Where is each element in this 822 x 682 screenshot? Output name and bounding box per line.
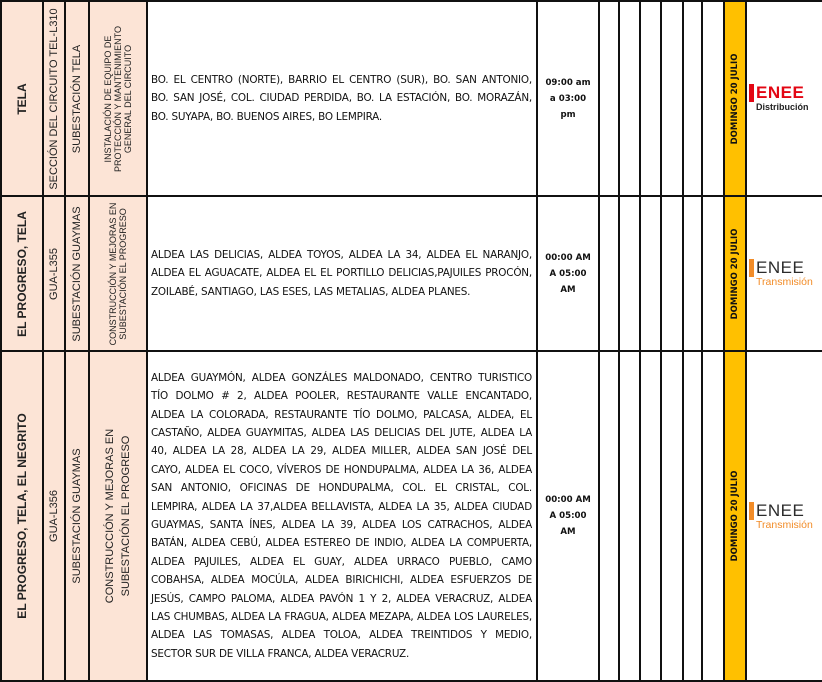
affected-areas: ALDEA LAS DELICIAS, ALDEA TOYOS, ALDEA LA 34, ALDEA EL NARANJO, ALDEA EL AGUACATE, ALDEA EL EL PORTILLO DELICIAS,PAJUILES PROCÓN, ZOILABÉ, SANTIAGO, LAS ESES, LAS METALIAS, ALDEA PLANES. (151, 248, 532, 298)
date-label: DOMINGO 20 JULIO (730, 53, 740, 144)
empty-cell (619, 196, 640, 351)
logo-subtitle: Transmisión (756, 518, 813, 531)
enee-distribucion-logo (747, 84, 822, 113)
empty-cell (619, 1, 640, 196)
work-cell (89, 1, 147, 196)
empty-cell (599, 196, 619, 351)
circuit-label: GUA-L355 (48, 247, 60, 300)
city-label: EL PROGRESO, TELA (15, 210, 29, 337)
substation-label: SUBESTACIÓN GUAYMAS (71, 448, 83, 584)
areas-cell (147, 351, 537, 681)
logo-subtitle: Transmisión (756, 276, 813, 288)
work-cell (89, 351, 147, 681)
time-range: 00:00 AM A 05:00 AM (545, 252, 591, 295)
affected-areas: ALDEA GUAYMÓN, ALDEA GONZÁLES MALDONADO, CENTRO TURISTICO TÍO DOLMO # 2, ALDEA POOLER, RESTAURANTE VALLE ENCANTADO, ALDEA LA COLORADA, RESTAURANTE TÍO DOLMO, PALCASA, ALDEA, EL CASTAÑO, ALDEA GUAYMITAS, ALDEA LAS DELICIAS DEL JUTE, ALDEA LA 40, ALDEA LA 28, ALDEA LA 29, ALDEA MILLER, ALDEA SAN JOSÉ DEL CAYO, ALDEA EL COCO, VÍVEROS DE HONDUPALMA, ALDEA LA 36, ALDEA SAN ANTONIO, OFICINAS DE HONDUPALMA, COL. EL CRISTAL, COL. LEMPIRA, ALDEA LA 37,ALDEA BELLAVISTA, ALDEA LA 35, ALDEA CIUDAD GUAYMAS, SANTA ÍNES, ALDEA LA 39, ALDEA LOS CATRACHOS, ALDEA BATÁN, ALDEA CEBÚ, ALDEA ESTEREO DE INDIO, ALDEA LA COMPUERTA, ALDEA PAJUILES, ALDEA EL GUAY, ALDEA URRACO PUEBLO, CAMO COBAHSA, ALDEA MOCÚLA, ALDEA BIRICHICHI, ALDEA ESFUERZOS DE JESÚS, CAMPO PALOMA, ALDEA PAVÓN 1 Y 2, ALDEA VERACRUZ, ALDEA LAS CHUMBAS, ALDEA LA FRAGUA, ALDEA MEZAPA, ALDEA LOS LAURELES, ALDEA LAS TOMASAS, ALDEA TOLOA, ALDEA TREINTIDOS Y MEDIO, SECTOR SUR DE VILLA FRANCA, ALDEA VERACRUZ. (151, 371, 532, 660)
table-row (1, 351, 822, 681)
time-range: 09:00 am a 03:00 pm (545, 77, 591, 120)
enee-mark-icon (749, 84, 754, 102)
areas-cell (147, 1, 537, 196)
empty-cell (661, 196, 683, 351)
circuit-label: SECCIÓN DEL CIRCUITO TEL-L310 (48, 7, 60, 190)
enee-transmision-logo (747, 502, 822, 531)
enee-mark-icon (749, 502, 754, 520)
logo-cell (746, 351, 822, 681)
date-label: DOMINGO 20 JULIO (730, 228, 740, 319)
time-cell (537, 196, 599, 351)
empty-cell (599, 351, 619, 681)
time-cell (537, 351, 599, 681)
work-description: CONSTRUCCIÓN Y MEJORAS EN SUBESTACIÓN EL PROGRESO (104, 428, 132, 604)
city-label: TELA (15, 82, 29, 115)
areas-cell (147, 196, 537, 351)
city-cell (1, 351, 43, 681)
empty-cell (683, 1, 702, 196)
substation-cell (65, 1, 89, 196)
empty-cell (702, 351, 724, 681)
empty-cell (683, 196, 702, 351)
empty-cell (683, 351, 702, 681)
logo-wordmark: ENEE (756, 500, 805, 520)
circuit-cell (43, 351, 65, 681)
date-cell (724, 351, 746, 681)
empty-cell (619, 351, 640, 681)
empty-cell (661, 1, 683, 196)
enee-transmision-logo (747, 259, 822, 288)
empty-cell (640, 196, 661, 351)
work-description: INSTALACIÓN DE EQUIPO DE PROTECCIÓN Y MANTENIMIENTO GENERAL DEL CIRCUITO (103, 25, 133, 172)
work-description: CONSTRUCCIÓN Y MEJORAS EN SUBESTACIÓN EL PROGRESO (108, 202, 128, 345)
empty-cell (640, 351, 661, 681)
table-row (1, 1, 822, 196)
table-row (1, 196, 822, 351)
work-cell (89, 196, 147, 351)
empty-cell (599, 1, 619, 196)
time-range: 00:00 AM A 05:00 AM (545, 495, 591, 537)
city-cell (1, 1, 43, 196)
circuit-label: GUA-L356 (48, 490, 60, 542)
empty-cell (702, 1, 724, 196)
substation-label: SUBESTACIÓN GUAYMAS (71, 205, 83, 342)
empty-cell (661, 351, 683, 681)
logo-cell (746, 196, 822, 351)
substation-cell (65, 351, 89, 681)
logo-cell (746, 1, 822, 196)
logo-wordmark: ENEE (756, 258, 805, 277)
logo-wordmark: ENEE (756, 83, 805, 102)
time-cell (537, 1, 599, 196)
enee-mark-icon (749, 259, 754, 277)
affected-areas: BO. EL CENTRO (NORTE), BARRIO EL CENTRO (SUR), BO. SAN ANTONIO, BO. SAN JOSÉ, COL. CIUDAD PERDIDA, BO. LA ESTACIÓN, BO. MORAZÁN, BO. SUYAPA, BO. BUENOS AIRES, BO LEMPIRA. (151, 73, 532, 123)
logo-subtitle: Distribución (756, 102, 809, 112)
city-label: EL PROGRESO, TELA, EL NEGRITO (15, 413, 29, 619)
date-label: DOMINGO 20 JULIO (730, 470, 740, 562)
city-cell (1, 196, 43, 351)
empty-cell (702, 196, 724, 351)
date-cell (724, 196, 746, 351)
empty-cell (640, 1, 661, 196)
circuit-cell (43, 1, 65, 196)
substation-cell (65, 196, 89, 351)
date-cell (724, 1, 746, 196)
substation-label: SUBESTACIÓN TELA (71, 44, 83, 153)
circuit-cell (43, 196, 65, 351)
